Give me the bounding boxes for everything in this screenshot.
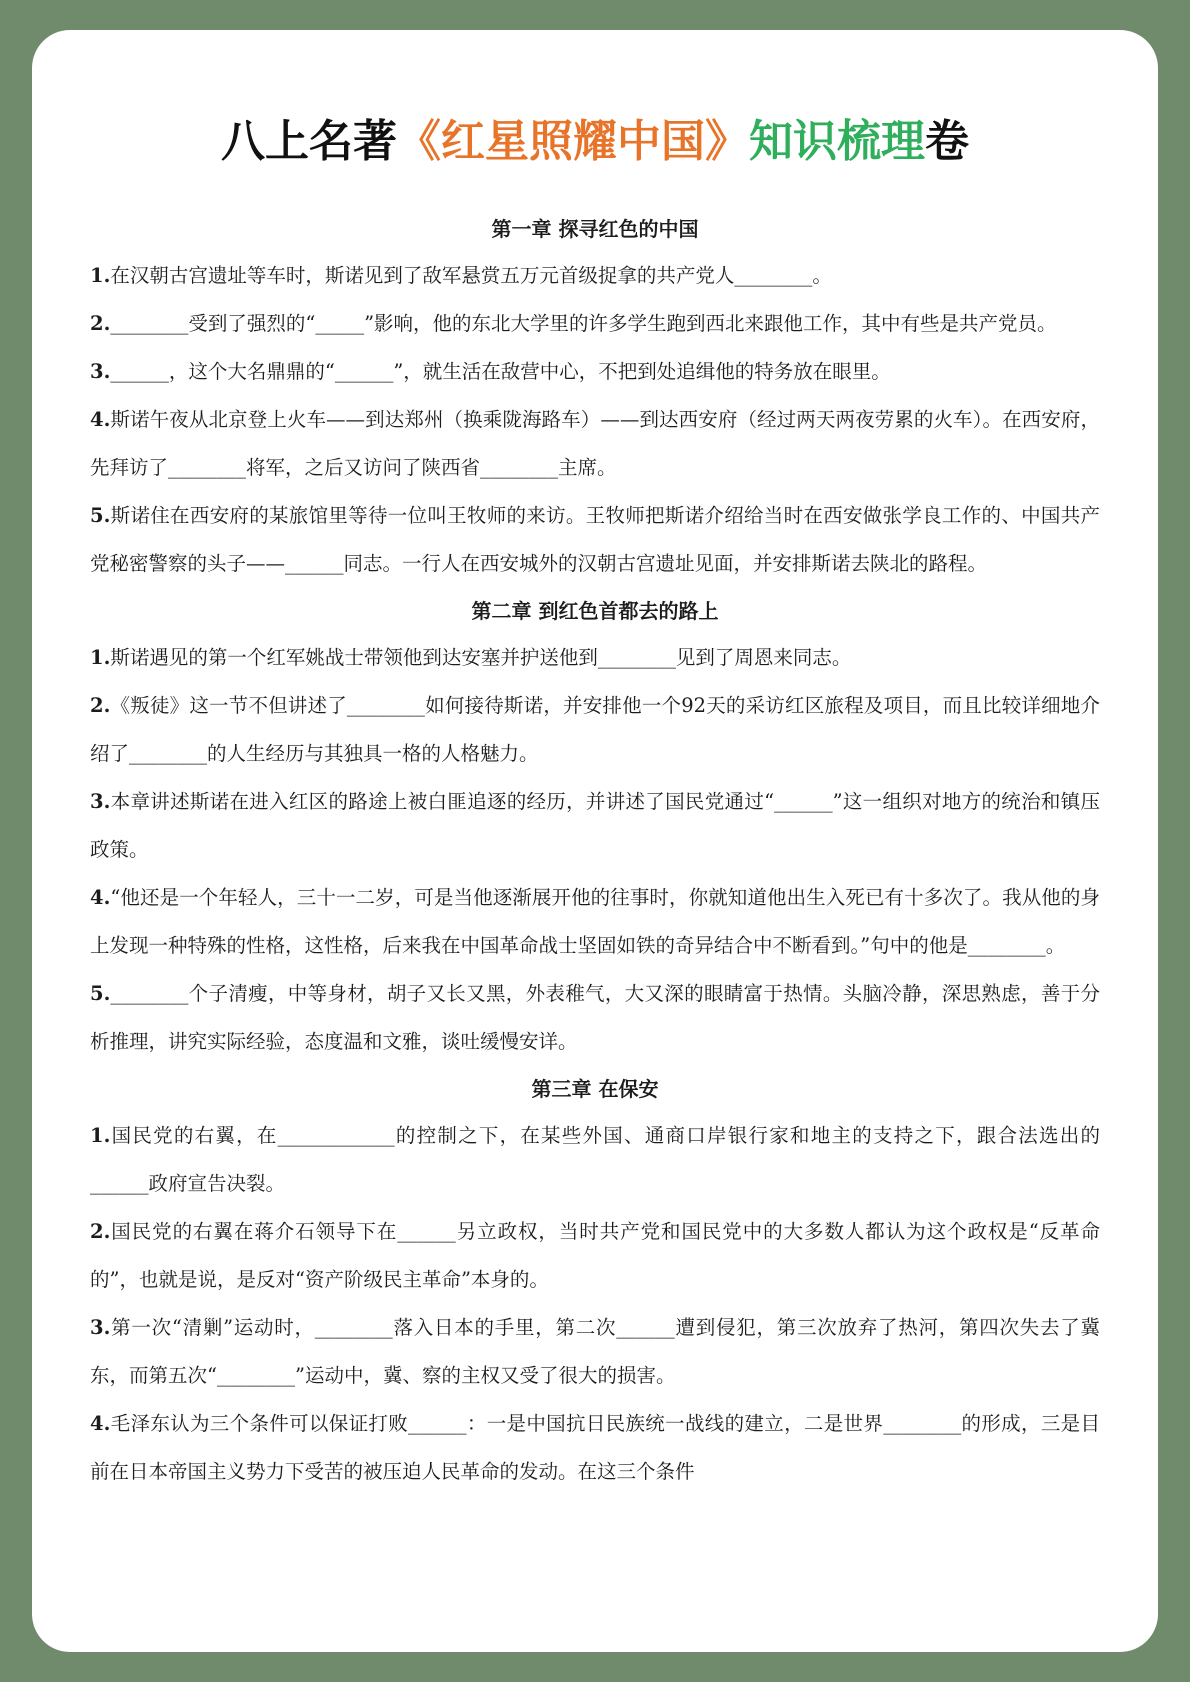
question-number: 5. (90, 504, 111, 527)
question-number: 2. (90, 1220, 111, 1243)
question-text: 本章讲述斯诺在进入红区的路途上被白匪追逐的经历，并讲述了国民党通过“______”这一组织对地方的统治和镇压政策。 (90, 790, 1100, 861)
question-text: ________个子清瘦，中等身材，胡子又长又黑，外表稚气，大又深的眼睛富于热情。头脑冷静，深思熟虑，善于分析推理，讲究实际经验，态度温和文雅，谈吐缓慢安详。 (90, 982, 1100, 1053)
chapter-heading: 第三章 在保安 (531, 1077, 659, 1101)
question-item (90, 1304, 1100, 1400)
question-number: 1. (90, 264, 111, 287)
question-item (90, 778, 1100, 874)
question-text: ________受到了强烈的“_____”影响，他的东北大学里的许多学生跑到西北来跟他工作，其中有些是共产党员。 (110, 312, 1057, 335)
title-part-black: 八上名著 (221, 116, 397, 167)
question-item (90, 492, 1100, 588)
question-item (90, 300, 1100, 348)
question-item (90, 252, 1100, 300)
question-number: 4. (90, 1412, 111, 1435)
title-part-green: 知识梳理 (749, 116, 925, 167)
question-item (90, 874, 1100, 970)
question-item (90, 970, 1100, 1066)
question-number: 3. (90, 360, 111, 383)
question-item (90, 1112, 1100, 1208)
question-item (90, 348, 1100, 396)
question-number: 5. (90, 982, 111, 1005)
question-text: 国民党的右翼在蒋介石领导下在______另立政权，当时共产党和国民党中的大多数人都认为这个政权是“反革命的”，也就是说，是反对“资产阶级民主革命”本身的。 (90, 1220, 1100, 1291)
question-text: 国民党的右翼，在____________的控制之下，在某些外国、通商口岸银行家和地主的支持之下，跟合法选出的______政府宣告决裂。 (90, 1124, 1100, 1195)
worksheet-card (32, 30, 1158, 1652)
chapter-heading: 第二章 到红色首都去的路上 (471, 599, 719, 623)
question-number: 2. (90, 694, 111, 717)
question-number: 3. (90, 1316, 111, 1339)
question-text: 在汉朝古宫遗址等车时，斯诺见到了敌军悬赏五万元首级捉拿的共产党人________。 (110, 264, 832, 287)
question-item (90, 682, 1100, 778)
question-item (90, 1400, 1100, 1496)
question-number: 1. (90, 646, 111, 669)
question-number: 3. (90, 790, 111, 813)
question-item (90, 1208, 1100, 1304)
question-number: 4. (90, 408, 111, 431)
question-text: 斯诺午夜从北京登上火车——到达郑州（换乘陇海路车）——到达西安府（经过两天两夜劳累的火车）。在西安府，先拜访了________将军，之后又访问了陕西省________主席。 (90, 408, 1100, 479)
title-part-suffix: 卷 (925, 116, 969, 167)
question-item (90, 634, 1100, 682)
question-number: 1. (90, 1124, 111, 1147)
question-text: 第一次“清剿”运动时，________落入日本的手里，第二次______遭到侵犯，第三次放弃了热河，第四次失去了冀东，而第五次“________”运动中，冀、察的主权又受了很大的损害。 (90, 1316, 1100, 1387)
chapter-heading: 第一章 探寻红色的中国 (491, 217, 699, 241)
page-title (32, 114, 1158, 170)
question-text: 《叛徒》这一节不但讲述了________如何接待斯诺，并安排他一个92天的采访红区旅程及项目，而且比较详细地介绍了________的人生经历与其独具一格的人格魅力。 (90, 694, 1100, 765)
title-book-name: 《红星照耀中国》 (397, 116, 749, 167)
question-text: 斯诺住在西安府的某旅馆里等待一位叫王牧师的来访。王牧师把斯诺介绍给当时在西安做张学良工作的、中国共产党秘密警察的头子——______同志。一行人在西安城外的汉朝古宫遗址见面，并安排斯诺去陕北的路程。 (90, 504, 1100, 575)
question-text: 毛泽东认为三个条件可以保证打败______：一是中国抗日民族统一战线的建立，二是世界________的形成，三是目前在日本帝国主义势力下受苦的被压迫人民革命的发动。在这三个条件 (90, 1412, 1100, 1483)
worksheet-content (90, 206, 1100, 1496)
question-text: “他还是一个年轻人，三十一二岁，可是当他逐渐展开他的往事时，你就知道他出生入死已有十多次了。我从他的身上发现一种特殊的性格，这性格，后来我在中国革命战士坚固如铁的奇异结合中不断看到。”句中的他是________。 (90, 886, 1100, 957)
question-number: 2. (90, 312, 111, 335)
question-number: 4. (90, 886, 111, 909)
question-item (90, 396, 1100, 492)
question-text: ______，这个大名鼎鼎的“______”，就生活在敌营中心，不把到处追缉他的特务放在眼里。 (110, 360, 891, 383)
question-text: 斯诺遇见的第一个红军姚战士带领他到达安塞并护送他到________见到了周恩来同志。 (110, 646, 852, 669)
